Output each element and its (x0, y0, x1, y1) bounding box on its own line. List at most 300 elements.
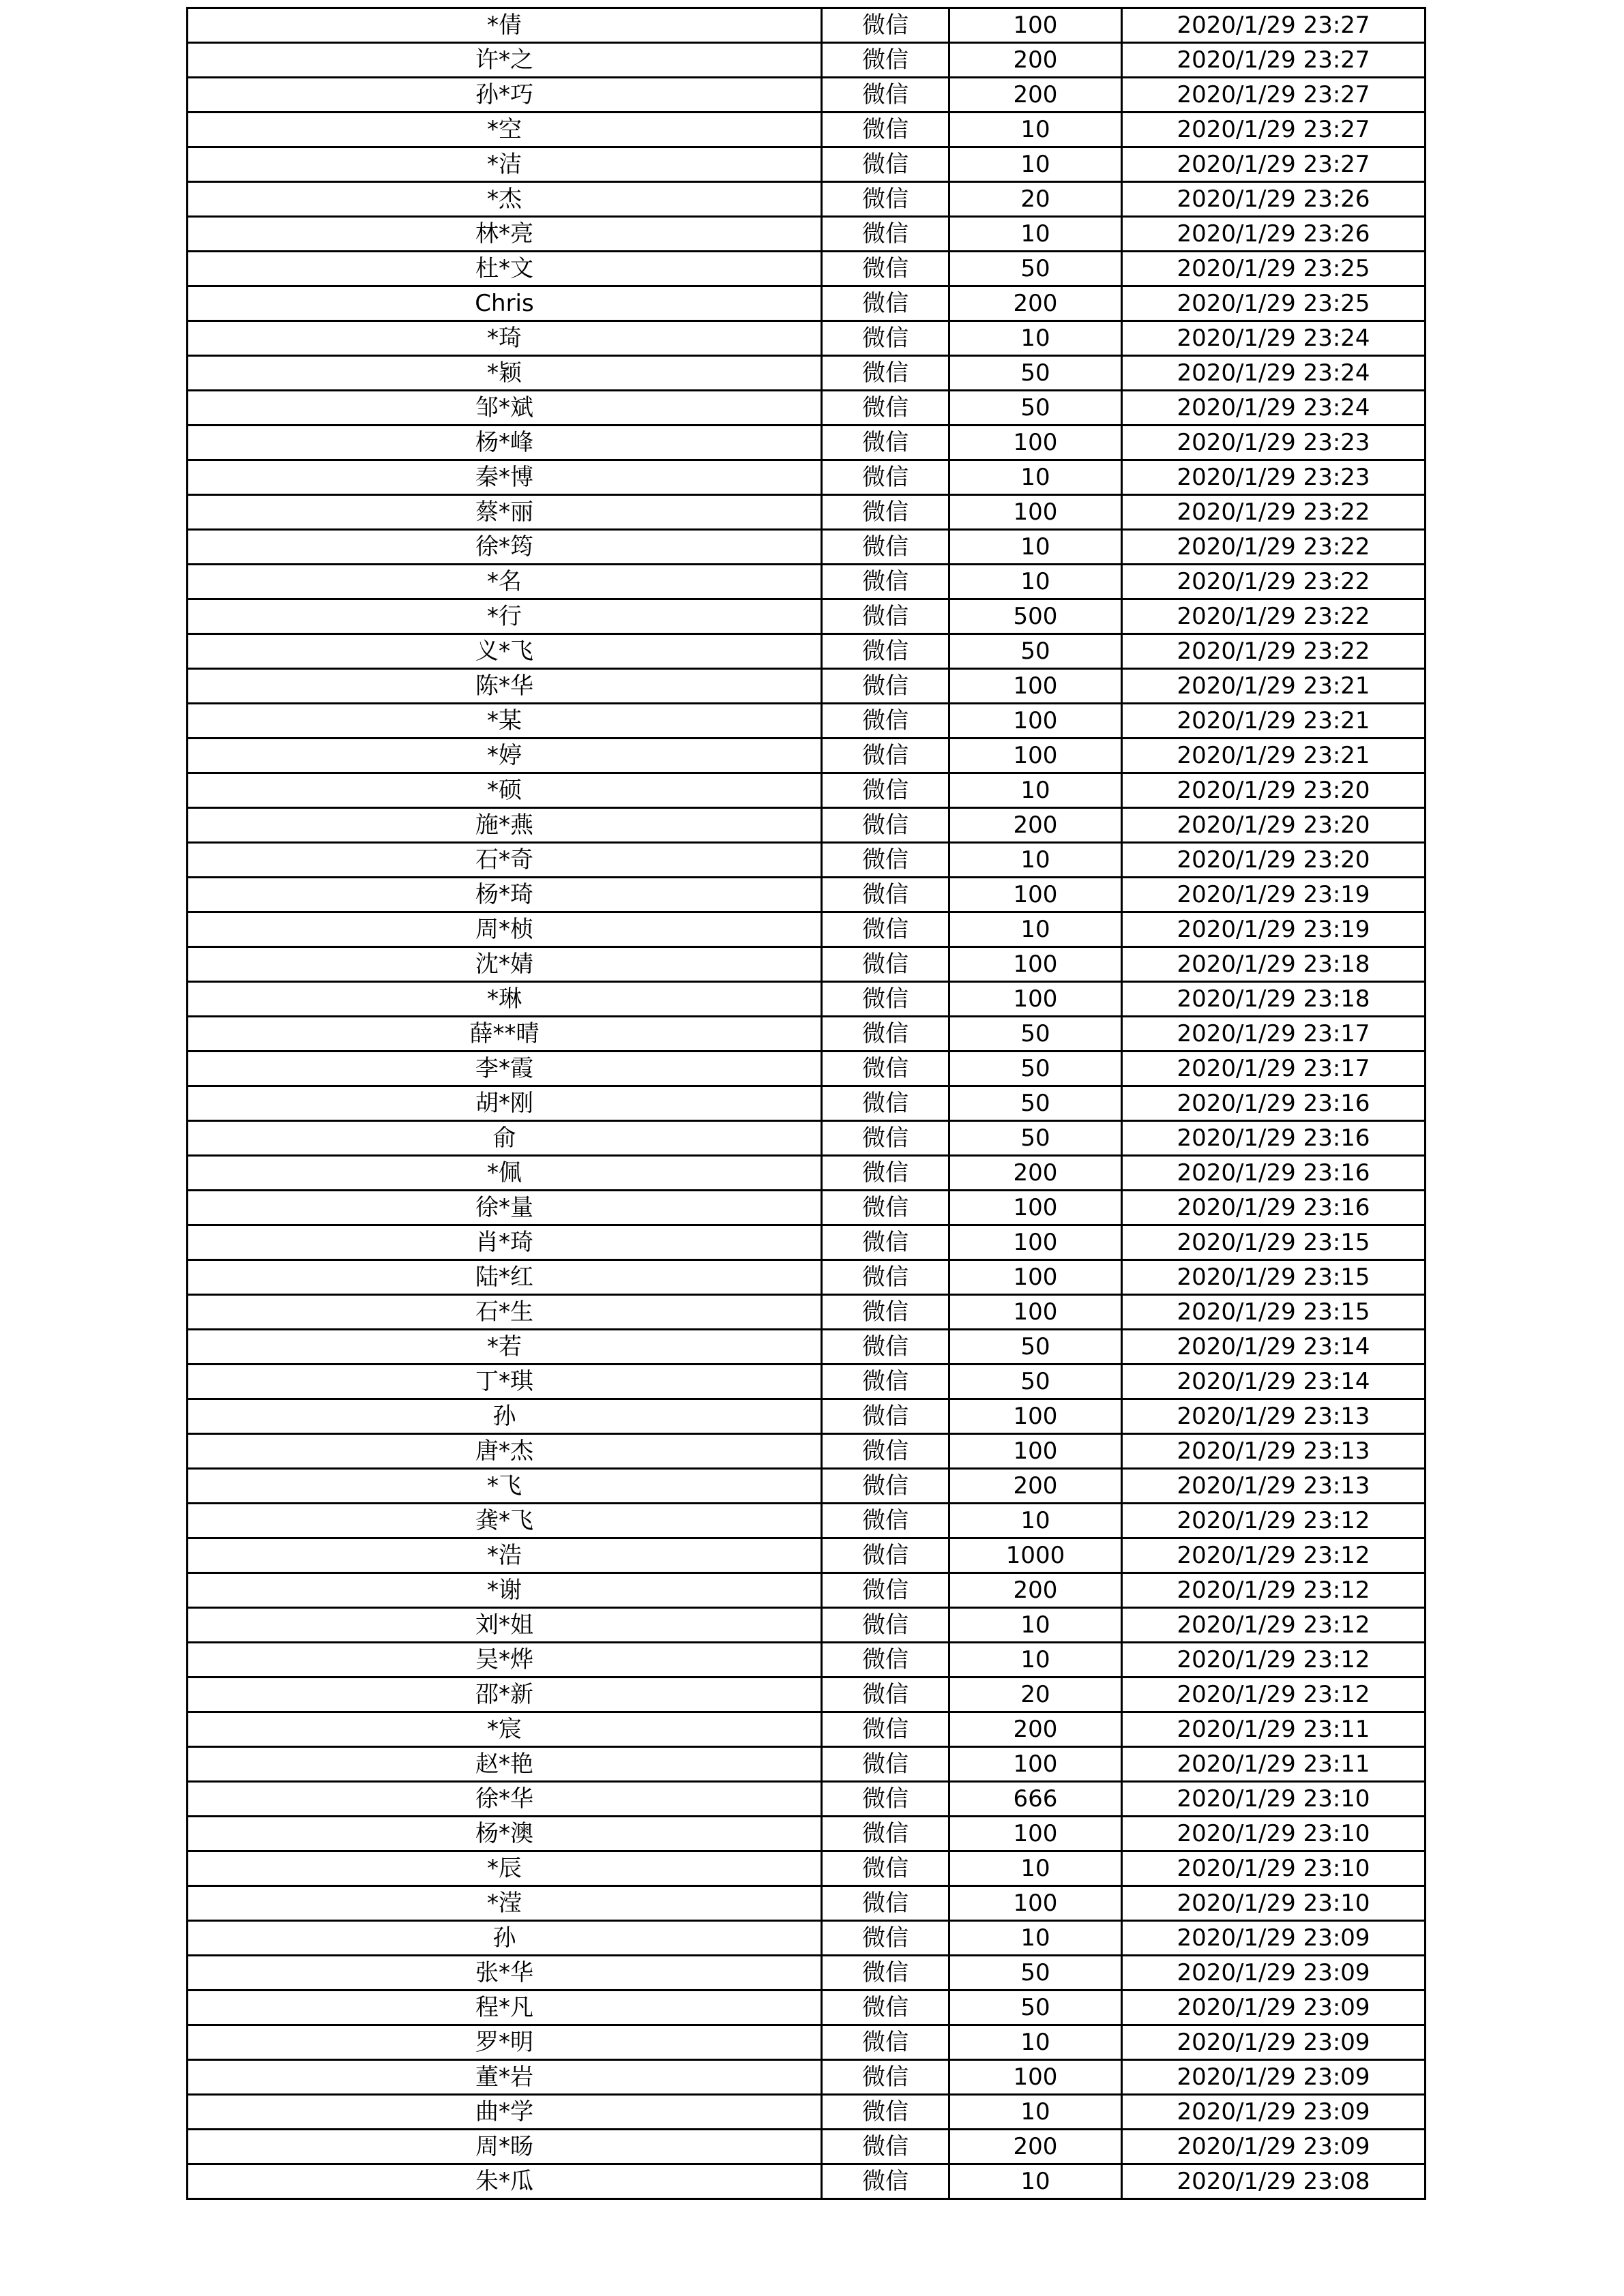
table-row (188, 1121, 1426, 1156)
table-row (188, 321, 1426, 356)
payment-method-cell: 微信 (822, 530, 949, 565)
donor-name-cell: 石*生 (188, 1295, 822, 1330)
amount-cell: 10 (949, 1608, 1122, 1643)
payment-method-cell: 微信 (822, 356, 949, 391)
amount-cell: 200 (949, 808, 1122, 843)
table-row (188, 912, 1426, 947)
timestamp-cell: 2020/1/29 23:08 (1122, 2164, 1426, 2199)
amount-cell: 100 (949, 426, 1122, 460)
table-row (188, 739, 1426, 773)
payment-method-cell: 微信 (822, 1991, 949, 2025)
donor-name-cell: 周*桢 (188, 912, 822, 947)
payment-method-cell: 微信 (822, 1156, 949, 1191)
donor-name-cell: *行 (188, 599, 822, 634)
timestamp-cell: 2020/1/29 23:18 (1122, 947, 1426, 982)
donor-name-cell: 肖*琦 (188, 1225, 822, 1260)
payment-method-cell: 微信 (822, 599, 949, 634)
timestamp-cell: 2020/1/29 23:27 (1122, 43, 1426, 78)
donor-name-cell: 薛**晴 (188, 1017, 822, 1052)
table-row (188, 286, 1426, 321)
timestamp-cell: 2020/1/29 23:17 (1122, 1017, 1426, 1052)
payment-method-cell: 微信 (822, 43, 949, 78)
payment-method-cell: 微信 (822, 2164, 949, 2199)
table-row (188, 565, 1426, 599)
amount-cell: 1000 (949, 1538, 1122, 1573)
amount-cell: 666 (949, 1782, 1122, 1817)
timestamp-cell: 2020/1/29 23:19 (1122, 878, 1426, 912)
timestamp-cell: 2020/1/29 23:12 (1122, 1643, 1426, 1678)
amount-cell: 200 (949, 78, 1122, 113)
donor-name-cell: 龚*飞 (188, 1504, 822, 1538)
donor-name-cell: 吴*烨 (188, 1643, 822, 1678)
payment-method-cell: 微信 (822, 1782, 949, 1817)
donor-name-cell: *倩 (188, 8, 822, 43)
timestamp-cell: 2020/1/29 23:19 (1122, 912, 1426, 947)
timestamp-cell: 2020/1/29 23:16 (1122, 1191, 1426, 1225)
donor-name-cell: 朱*瓜 (188, 2164, 822, 2199)
table-row (188, 1052, 1426, 1086)
donor-name-cell: 徐*量 (188, 1191, 822, 1225)
payment-method-cell: 微信 (822, 739, 949, 773)
amount-cell: 10 (949, 843, 1122, 878)
amount-cell: 10 (949, 1643, 1122, 1678)
donor-name-cell: 丁*琪 (188, 1365, 822, 1399)
timestamp-cell: 2020/1/29 23:22 (1122, 599, 1426, 634)
donor-name-cell: *滢 (188, 1886, 822, 1921)
payment-method-cell: 微信 (822, 1191, 949, 1225)
donor-name-cell: 杜*文 (188, 252, 822, 286)
table-row (188, 704, 1426, 739)
donation-rows (188, 8, 1426, 2199)
donor-name-cell: 孙 (188, 1399, 822, 1434)
donor-name-cell: 石*奇 (188, 843, 822, 878)
amount-cell: 100 (949, 878, 1122, 912)
timestamp-cell: 2020/1/29 23:20 (1122, 773, 1426, 808)
payment-method-cell: 微信 (822, 1225, 949, 1260)
payment-method-cell: 微信 (822, 78, 949, 113)
payment-method-cell: 微信 (822, 1608, 949, 1643)
timestamp-cell: 2020/1/29 23:26 (1122, 182, 1426, 217)
amount-cell: 200 (949, 286, 1122, 321)
timestamp-cell: 2020/1/29 23:09 (1122, 2095, 1426, 2130)
table-row (188, 1538, 1426, 1573)
payment-method-cell: 微信 (822, 1086, 949, 1121)
donor-name-cell: 邹*斌 (188, 391, 822, 426)
amount-cell: 50 (949, 391, 1122, 426)
timestamp-cell: 2020/1/29 23:10 (1122, 1782, 1426, 1817)
timestamp-cell: 2020/1/29 23:16 (1122, 1156, 1426, 1191)
timestamp-cell: 2020/1/29 23:24 (1122, 391, 1426, 426)
donor-name-cell: *辰 (188, 1851, 822, 1886)
payment-method-cell: 微信 (822, 843, 949, 878)
amount-cell: 50 (949, 1365, 1122, 1399)
donor-name-cell: *硕 (188, 773, 822, 808)
amount-cell: 10 (949, 1921, 1122, 1956)
table-row (188, 460, 1426, 495)
timestamp-cell: 2020/1/29 23:24 (1122, 321, 1426, 356)
table-row (188, 599, 1426, 634)
timestamp-cell: 2020/1/29 23:16 (1122, 1086, 1426, 1121)
amount-cell: 10 (949, 2025, 1122, 2060)
table-row (188, 1573, 1426, 1608)
donor-name-cell: 俞 (188, 1121, 822, 1156)
table-row (188, 2025, 1426, 2060)
timestamp-cell: 2020/1/29 23:21 (1122, 739, 1426, 773)
timestamp-cell: 2020/1/29 23:12 (1122, 1573, 1426, 1608)
table-row (188, 1504, 1426, 1538)
donor-name-cell: *婷 (188, 739, 822, 773)
amount-cell: 10 (949, 912, 1122, 947)
table-row (188, 878, 1426, 912)
amount-cell: 50 (949, 1121, 1122, 1156)
payment-method-cell: 微信 (822, 1295, 949, 1330)
timestamp-cell: 2020/1/29 23:27 (1122, 8, 1426, 43)
timestamp-cell: 2020/1/29 23:13 (1122, 1434, 1426, 1469)
table-row (188, 8, 1426, 43)
table-row (188, 1782, 1426, 1817)
payment-method-cell: 微信 (822, 252, 949, 286)
donor-name-cell: *浩 (188, 1538, 822, 1573)
table-row (188, 1747, 1426, 1782)
timestamp-cell: 2020/1/29 23:16 (1122, 1121, 1426, 1156)
donor-name-cell: *若 (188, 1330, 822, 1365)
timestamp-cell: 2020/1/29 23:18 (1122, 982, 1426, 1017)
donor-name-cell: 施*燕 (188, 808, 822, 843)
amount-cell: 100 (949, 1886, 1122, 1921)
payment-method-cell: 微信 (822, 947, 949, 982)
donor-name-cell: 罗*明 (188, 2025, 822, 2060)
timestamp-cell: 2020/1/29 23:09 (1122, 2130, 1426, 2164)
donor-name-cell: 陈*华 (188, 669, 822, 704)
payment-method-cell: 微信 (822, 1260, 949, 1295)
donor-name-cell: *谢 (188, 1573, 822, 1608)
donor-name-cell: 蔡*丽 (188, 495, 822, 530)
donor-name-cell: 沈*婧 (188, 947, 822, 982)
donor-name-cell: *琦 (188, 321, 822, 356)
payment-method-cell: 微信 (822, 982, 949, 1017)
donor-name-cell: 杨*澳 (188, 1817, 822, 1851)
table-row (188, 391, 1426, 426)
timestamp-cell: 2020/1/29 23:13 (1122, 1399, 1426, 1434)
timestamp-cell: 2020/1/29 23:21 (1122, 669, 1426, 704)
timestamp-cell: 2020/1/29 23:12 (1122, 1608, 1426, 1643)
amount-cell: 10 (949, 773, 1122, 808)
donor-name-cell: *琳 (188, 982, 822, 1017)
table-row (188, 1643, 1426, 1678)
payment-method-cell: 微信 (822, 286, 949, 321)
amount-cell: 100 (949, 982, 1122, 1017)
donor-name-cell: Chris (188, 286, 822, 321)
timestamp-cell: 2020/1/29 23:09 (1122, 1921, 1426, 1956)
timestamp-cell: 2020/1/29 23:21 (1122, 704, 1426, 739)
amount-cell: 10 (949, 147, 1122, 182)
amount-cell: 100 (949, 8, 1122, 43)
donor-name-cell: 张*华 (188, 1956, 822, 1991)
payment-method-cell: 微信 (822, 1538, 949, 1573)
payment-method-cell: 微信 (822, 1886, 949, 1921)
donor-name-cell: 陆*红 (188, 1260, 822, 1295)
table-row (188, 808, 1426, 843)
timestamp-cell: 2020/1/29 23:12 (1122, 1678, 1426, 1712)
timestamp-cell: 2020/1/29 23:27 (1122, 113, 1426, 147)
table-row (188, 669, 1426, 704)
amount-cell: 100 (949, 739, 1122, 773)
donor-name-cell: 胡*刚 (188, 1086, 822, 1121)
donor-name-cell: 刘*姐 (188, 1608, 822, 1643)
timestamp-cell: 2020/1/29 23:27 (1122, 78, 1426, 113)
donor-name-cell: 唐*杰 (188, 1434, 822, 1469)
timestamp-cell: 2020/1/29 23:27 (1122, 147, 1426, 182)
table-row (188, 356, 1426, 391)
payment-method-cell: 微信 (822, 2060, 949, 2095)
table-row (188, 1017, 1426, 1052)
payment-method-cell: 微信 (822, 1121, 949, 1156)
payment-method-cell: 微信 (822, 1365, 949, 1399)
donor-name-cell: 董*岩 (188, 2060, 822, 2095)
donor-name-cell: *名 (188, 565, 822, 599)
amount-cell: 100 (949, 495, 1122, 530)
payment-method-cell: 微信 (822, 8, 949, 43)
donor-name-cell: *空 (188, 113, 822, 147)
timestamp-cell: 2020/1/29 23:20 (1122, 808, 1426, 843)
donor-name-cell: 林*亮 (188, 217, 822, 252)
amount-cell: 100 (949, 704, 1122, 739)
payment-method-cell: 微信 (822, 1052, 949, 1086)
timestamp-cell: 2020/1/29 23:22 (1122, 634, 1426, 669)
amount-cell: 10 (949, 1851, 1122, 1886)
table-row (188, 78, 1426, 113)
payment-method-cell: 微信 (822, 2130, 949, 2164)
timestamp-cell: 2020/1/29 23:26 (1122, 217, 1426, 252)
donor-name-cell: *佩 (188, 1156, 822, 1191)
payment-method-cell: 微信 (822, 1330, 949, 1365)
table-row (188, 1225, 1426, 1260)
donor-name-cell: 周*旸 (188, 2130, 822, 2164)
payment-method-cell: 微信 (822, 113, 949, 147)
payment-method-cell: 微信 (822, 2095, 949, 2130)
timestamp-cell: 2020/1/29 23:13 (1122, 1469, 1426, 1504)
timestamp-cell: 2020/1/29 23:22 (1122, 565, 1426, 599)
amount-cell: 20 (949, 1678, 1122, 1712)
table-row (188, 947, 1426, 982)
timestamp-cell: 2020/1/29 23:22 (1122, 530, 1426, 565)
amount-cell: 100 (949, 1747, 1122, 1782)
amount-cell: 200 (949, 43, 1122, 78)
table-row (188, 2095, 1426, 2130)
table-row (188, 1991, 1426, 2025)
table-row (188, 1330, 1426, 1365)
amount-cell: 100 (949, 669, 1122, 704)
payment-method-cell: 微信 (822, 1956, 949, 1991)
amount-cell: 100 (949, 2060, 1122, 2095)
donor-name-cell: *颖 (188, 356, 822, 391)
amount-cell: 100 (949, 1434, 1122, 1469)
table-row (188, 217, 1426, 252)
timestamp-cell: 2020/1/29 23:14 (1122, 1330, 1426, 1365)
table-row (188, 1608, 1426, 1643)
table-row (188, 495, 1426, 530)
timestamp-cell: 2020/1/29 23:17 (1122, 1052, 1426, 1086)
timestamp-cell: 2020/1/29 23:25 (1122, 252, 1426, 286)
payment-method-cell: 微信 (822, 634, 949, 669)
table-row (188, 1156, 1426, 1191)
table-row (188, 1399, 1426, 1434)
amount-cell: 50 (949, 1956, 1122, 1991)
table-row (188, 773, 1426, 808)
table-row (188, 147, 1426, 182)
table-row (188, 426, 1426, 460)
amount-cell: 100 (949, 1191, 1122, 1225)
table-row (188, 113, 1426, 147)
payment-method-cell: 微信 (822, 147, 949, 182)
donor-name-cell: *宸 (188, 1712, 822, 1747)
table-row (188, 1086, 1426, 1121)
payment-method-cell: 微信 (822, 391, 949, 426)
donor-name-cell: 秦*博 (188, 460, 822, 495)
donor-name-cell: 孙*巧 (188, 78, 822, 113)
amount-cell: 20 (949, 182, 1122, 217)
table-row (188, 1921, 1426, 1956)
amount-cell: 50 (949, 252, 1122, 286)
donor-name-cell: 曲*学 (188, 2095, 822, 2130)
donor-name-cell: 李*霞 (188, 1052, 822, 1086)
payment-method-cell: 微信 (822, 1573, 949, 1608)
amount-cell: 50 (949, 1086, 1122, 1121)
donation-table (186, 7, 1426, 2200)
donor-name-cell: 许*之 (188, 43, 822, 78)
timestamp-cell: 2020/1/29 23:24 (1122, 356, 1426, 391)
donor-name-cell: *杰 (188, 182, 822, 217)
timestamp-cell: 2020/1/29 23:15 (1122, 1225, 1426, 1260)
timestamp-cell: 2020/1/29 23:20 (1122, 843, 1426, 878)
table-row (188, 530, 1426, 565)
amount-cell: 10 (949, 460, 1122, 495)
amount-cell: 200 (949, 1156, 1122, 1191)
amount-cell: 50 (949, 1991, 1122, 2025)
amount-cell: 50 (949, 1330, 1122, 1365)
payment-method-cell: 微信 (822, 912, 949, 947)
payment-method-cell: 微信 (822, 1399, 949, 1434)
donor-name-cell: 程*凡 (188, 1991, 822, 2025)
table-row (188, 1295, 1426, 1330)
amount-cell: 100 (949, 1295, 1122, 1330)
donor-name-cell: 义*飞 (188, 634, 822, 669)
donor-name-cell: *洁 (188, 147, 822, 182)
timestamp-cell: 2020/1/29 23:10 (1122, 1817, 1426, 1851)
amount-cell: 10 (949, 2164, 1122, 2199)
amount-cell: 50 (949, 1052, 1122, 1086)
donor-name-cell: 杨*琦 (188, 878, 822, 912)
donor-name-cell: 杨*峰 (188, 426, 822, 460)
amount-cell: 10 (949, 2095, 1122, 2130)
table-row (188, 1712, 1426, 1747)
timestamp-cell: 2020/1/29 23:09 (1122, 2060, 1426, 2095)
amount-cell: 10 (949, 113, 1122, 147)
amount-cell: 50 (949, 634, 1122, 669)
payment-method-cell: 微信 (822, 426, 949, 460)
timestamp-cell: 2020/1/29 23:14 (1122, 1365, 1426, 1399)
table-row (188, 2130, 1426, 2164)
amount-cell: 200 (949, 1573, 1122, 1608)
payment-method-cell: 微信 (822, 808, 949, 843)
timestamp-cell: 2020/1/29 23:10 (1122, 1886, 1426, 1921)
table-row (188, 1191, 1426, 1225)
table-row (188, 1817, 1426, 1851)
amount-cell: 10 (949, 530, 1122, 565)
payment-method-cell: 微信 (822, 878, 949, 912)
amount-cell: 100 (949, 1399, 1122, 1434)
payment-method-cell: 微信 (822, 1851, 949, 1886)
timestamp-cell: 2020/1/29 23:15 (1122, 1295, 1426, 1330)
payment-method-cell: 微信 (822, 669, 949, 704)
payment-method-cell: 微信 (822, 1643, 949, 1678)
payment-method-cell: 微信 (822, 1017, 949, 1052)
timestamp-cell: 2020/1/29 23:09 (1122, 1956, 1426, 1991)
payment-method-cell: 微信 (822, 704, 949, 739)
table-row (188, 1365, 1426, 1399)
payment-method-cell: 微信 (822, 1469, 949, 1504)
amount-cell: 10 (949, 217, 1122, 252)
amount-cell: 10 (949, 321, 1122, 356)
donor-name-cell: *某 (188, 704, 822, 739)
amount-cell: 200 (949, 2130, 1122, 2164)
table-row (188, 982, 1426, 1017)
table-row (188, 1678, 1426, 1712)
amount-cell: 100 (949, 1260, 1122, 1295)
amount-cell: 200 (949, 1712, 1122, 1747)
amount-cell: 500 (949, 599, 1122, 634)
amount-cell: 200 (949, 1469, 1122, 1504)
payment-method-cell: 微信 (822, 460, 949, 495)
payment-method-cell: 微信 (822, 1504, 949, 1538)
payment-method-cell: 微信 (822, 2025, 949, 2060)
timestamp-cell: 2020/1/29 23:23 (1122, 460, 1426, 495)
timestamp-cell: 2020/1/29 23:15 (1122, 1260, 1426, 1295)
table-row (188, 182, 1426, 217)
payment-method-cell: 微信 (822, 321, 949, 356)
donor-name-cell: 徐*华 (188, 1782, 822, 1817)
table-row (188, 1260, 1426, 1295)
payment-method-cell: 微信 (822, 1817, 949, 1851)
timestamp-cell: 2020/1/29 23:10 (1122, 1851, 1426, 1886)
amount-cell: 10 (949, 1504, 1122, 1538)
donor-name-cell: 徐*筠 (188, 530, 822, 565)
amount-cell: 10 (949, 565, 1122, 599)
table-row (188, 43, 1426, 78)
table-row (188, 2164, 1426, 2199)
amount-cell: 100 (949, 1225, 1122, 1260)
donor-name-cell: 邵*新 (188, 1678, 822, 1712)
payment-method-cell: 微信 (822, 495, 949, 530)
timestamp-cell: 2020/1/29 23:22 (1122, 495, 1426, 530)
payment-method-cell: 微信 (822, 565, 949, 599)
donor-name-cell: 孙 (188, 1921, 822, 1956)
table-row (188, 1886, 1426, 1921)
table-row (188, 1469, 1426, 1504)
table-row (188, 1956, 1426, 1991)
amount-cell: 100 (949, 947, 1122, 982)
table-row (188, 252, 1426, 286)
payment-method-cell: 微信 (822, 1921, 949, 1956)
timestamp-cell: 2020/1/29 23:11 (1122, 1712, 1426, 1747)
amount-cell: 50 (949, 356, 1122, 391)
payment-method-cell: 微信 (822, 182, 949, 217)
payment-method-cell: 微信 (822, 1434, 949, 1469)
timestamp-cell: 2020/1/29 23:12 (1122, 1538, 1426, 1573)
payment-method-cell: 微信 (822, 217, 949, 252)
timestamp-cell: 2020/1/29 23:25 (1122, 286, 1426, 321)
table-row (188, 2060, 1426, 2095)
